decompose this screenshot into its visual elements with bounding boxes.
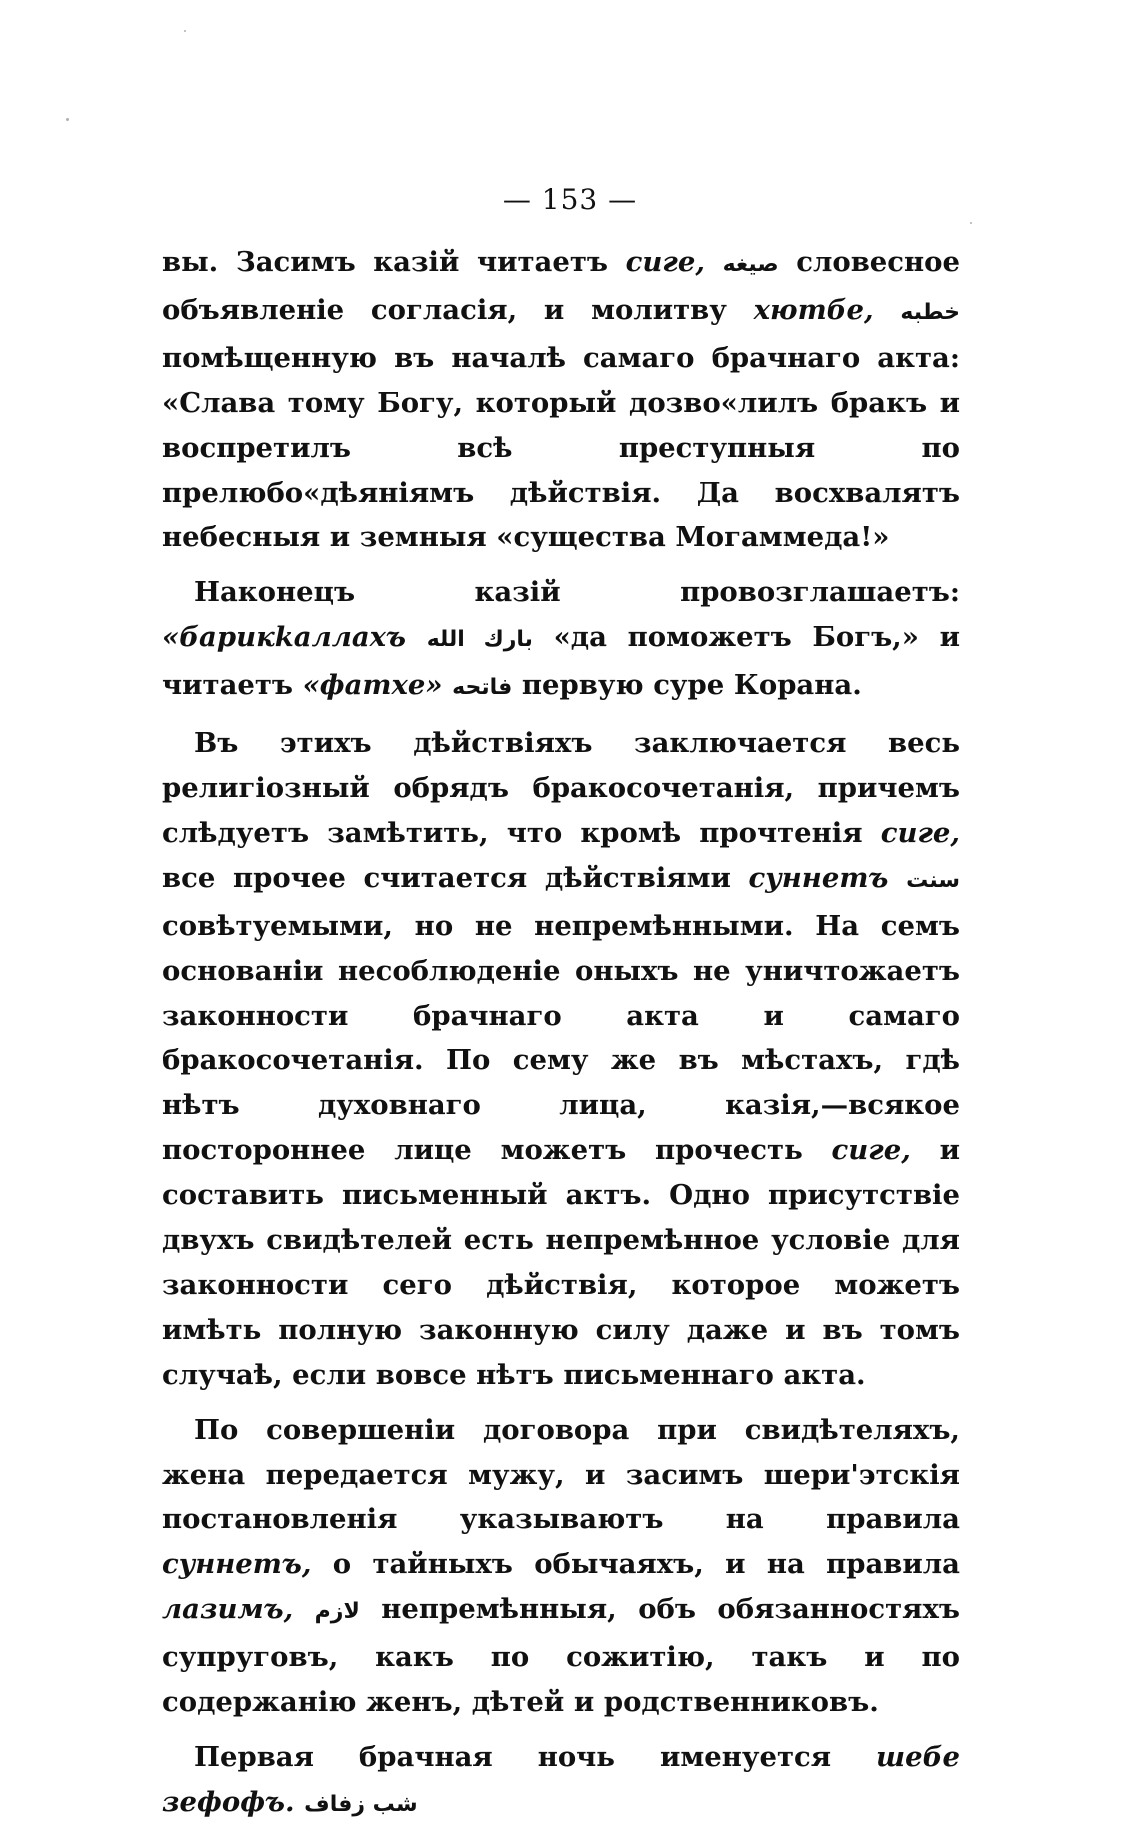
arabic-term: شب زفاف	[304, 1791, 418, 1817]
text-run: и составить письменный актъ. Одно присутствіе двухъ свидѣтелей есть непремѣнное условіе для законности сего дѣйствія, которое можетъ имѣть полную законную силу даже и въ томъ случаѣ, если вовсе нѣтъ письменнаго акта.	[162, 1134, 960, 1391]
italic-term: суннетъ	[748, 861, 889, 894]
text-run: По совершеніи договора при свидѣтеляхъ, жена передается мужу, и засимъ шери'этскія постановленія указываютъ на правила	[162, 1413, 960, 1536]
italic-term: «фатхе»	[302, 669, 443, 702]
text-run: совѣтуемыми, но не непремѣнными. На семъ основаніи несоблюденіе оныхъ не уничтожаетъ законности брачнаго акта и самаго бракосочетанія. По сему же въ мѣстахъ, гдѣ нѣтъ духовнаго лица, казія,—всякое постороннее лице можетъ прочесть	[162, 909, 960, 1167]
text-run	[295, 1786, 305, 1818]
paper-speck	[66, 118, 69, 121]
paragraph-5	[162, 1735, 960, 1828]
text-run: «да поможетъ Богъ,» и читаетъ	[162, 621, 960, 702]
paragraph-3	[162, 721, 960, 1398]
italic-term: сиге,	[625, 246, 705, 278]
text-run: первую суре Корана.	[512, 669, 862, 702]
text-run: Наконецъ казій провозглашаетъ:	[194, 576, 960, 609]
paragraph-2	[162, 570, 960, 711]
italic-term: шебе зефофъ.	[162, 1741, 960, 1818]
text-run: Въ этихъ дѣйствіяхъ заключается весь религіозный обрядъ бракосочетанія, причемъ слѣдуетъ замѣтить, что кромѣ прочтенія	[162, 727, 960, 849]
italic-term: «барикkаллахъ	[162, 621, 407, 654]
italic-term: лазимъ,	[162, 1593, 294, 1626]
text-run: непремѣнныя, объ обязанностяхъ супруговъ, какъ по сожитію, такъ и по содержанію женъ, дѣтей и родственниковъ.	[162, 1593, 960, 1719]
paper-speck	[970, 222, 972, 224]
text-run: словесное объявленіе согласія, и молитву	[162, 246, 961, 326]
arabic-term: فاتحه	[452, 675, 513, 701]
text-run	[293, 1593, 314, 1625]
italic-term: сиге,	[880, 816, 960, 849]
italic-term: сиге,	[831, 1134, 911, 1167]
text-run	[705, 246, 723, 278]
paragraph-1	[162, 240, 960, 560]
italic-term: суннетъ,	[162, 1548, 312, 1581]
paper-speck	[184, 30, 186, 32]
paragraph-4	[162, 1408, 960, 1725]
text-run: все прочее считается дѣйствіями	[162, 861, 749, 894]
page-number: — 153 —	[502, 183, 638, 216]
arabic-term: لازم	[314, 1599, 360, 1625]
arabic-term: بارك الله	[426, 627, 533, 653]
text-run	[888, 862, 906, 894]
text-run	[443, 669, 453, 701]
text-run: о тайныхъ обычаяхъ, и на правила	[311, 1548, 960, 1581]
arabic-term: صيغه	[722, 252, 779, 277]
text-run	[406, 621, 427, 653]
text-run: вы. Засимъ казій читаетъ	[162, 246, 626, 278]
text-run: помѣщенную въ началѣ самаго брачнаго акта: «Слава тому Богу, который дозво«лилъ бракъ и воспретилъ всѣ преступныя по прелюбо«дѣяніямъ дѣйствія. Да восхвалятъ небесныя и земныя «существа Могаммеда!»	[162, 341, 960, 554]
italic-term: хютбе,	[753, 293, 874, 326]
text-run: Первая брачная ночь именуется	[194, 1741, 877, 1773]
arabic-term: خطبه	[900, 299, 960, 325]
text-run	[874, 294, 901, 326]
arabic-term: سنت	[906, 867, 960, 893]
body-text	[162, 240, 960, 1834]
